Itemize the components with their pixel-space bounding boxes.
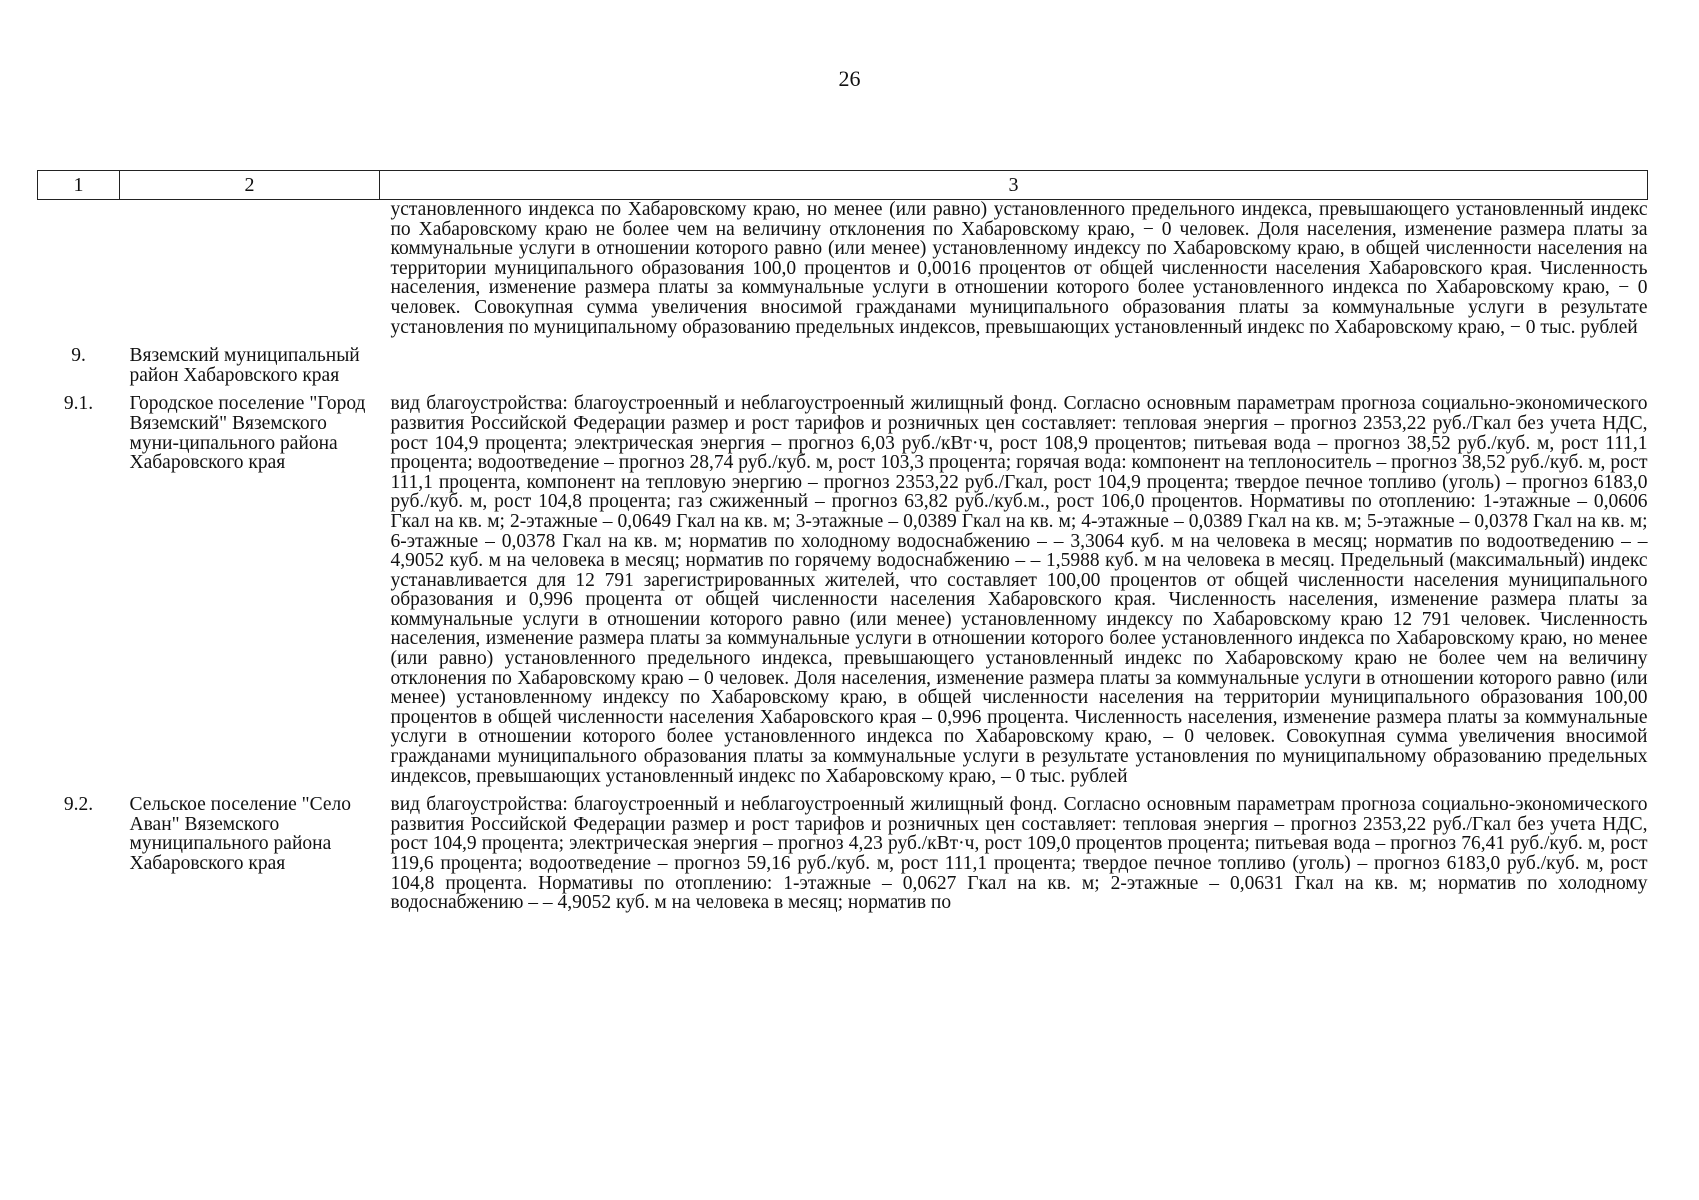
row-name: Городское поселение "Город Вяземский" Вяземского муни-ципального района Хабаровского края	[129, 393, 366, 474]
row-description: вид благоустройства: благоустроенный и неблагоустроенный жилищный фонд. Согласно основным параметрам прогноза социально-экономического развития Российской Федерации размер и рост тарифов и розничных цен составляет: тепловая энергия – прогноз 2353,22 руб./Гкал без учета НДС, рост 104,9 процента; электрическая энергия – прогноз 4,23 руб./кВт·ч, рост 109,0 процентов процента; питьевая вода – прогноз 76,41 руб./куб. м, рост 119,6 процента; водоотведение – прогноз 59,16 руб./куб. м, рост 111,1 процента; твердое печное топливо (уголь) – прогноз 6183,0 руб./куб. м, рост 104,8 процента. Нормативы по отоплению: 1-этажные – 0,0627 Гкал на кв. м; 2-этажные – 0,0631 Гкал на кв. м; норматив по холодному водоснабжению – – 4,9052 куб. м на человека в месяц; норматив по	[390, 794, 1648, 914]
page-number: 26	[838, 66, 861, 91]
row-number: 9.1.	[63, 393, 94, 415]
row-name	[120, 200, 380, 338]
table-row	[38, 385, 1648, 786]
row-name: Вяземский муниципальный район Хабаровского края	[129, 345, 360, 386]
column-header-2: 2	[120, 171, 380, 200]
column-header-3: 3	[380, 171, 1648, 200]
table-row	[38, 337, 1648, 385]
row-number: 9.	[71, 345, 86, 367]
column-header-1: 1	[38, 171, 120, 200]
row-number	[38, 200, 120, 338]
table-row	[38, 786, 1648, 913]
data-table	[37, 170, 1648, 913]
row-description	[380, 337, 1648, 385]
row-description: вид благоустройства: благоустроенный и неблагоустроенный жилищный фонд. Согласно основным параметрам прогноза социально-экономического развития Российской Федерации размер и рост тарифов и розничных цен составляет: тепловая энергия – прогноз 2353,22 руб./Гкал без учета НДС, рост 104,9 процента; электрическая энергия – прогноз 6,03 руб./кВт·ч, рост 108,9 процентов; питьевая вода – прогноз 38,52 руб./куб. м, рост 111,1 процента; водоотведение – прогноз 28,74 руб./куб. м, рост 103,3 процента; горячая вода: компонент на теплоноситель – прогноз 38,52 руб./куб. м, рост 111,1 процента, компонент на тепловую энергию – прогноз 2353,22 руб./Гкал, рост 104,9 процента; твердое печное топливо (уголь) – прогноз 6183,0 руб./куб. м, рост 104,8 процента; газ сжиженный – прогноз 63,82 руб./куб.м., рост 106,0 процентов. Нормативы по отоплению: 1-этажные – 0,0606 Гкал на кв. м; 2-этажные – 0,0649 Гкал на кв. м; 3-этажные – 0,0389 Гкал на кв. м; 4-этажные – 0,0389 Гкал на кв. м; 5-этажные – 0,0378 Гкал на кв. м; 6-этажные – 0,0378 Гкал на кв. м; норматив по холодному водоснабжению – – 3,3064 куб. м на человека в месяц; норматив по водоотведению – – 4,9052 куб. м на человека в месяц; норматив по горячему водоснабжению – – 1,5988 куб. м на человека в месяц. Предельный (максимальный) индекс устанавливается для 12 791 зарегистрированных жителей, что составляет 100,00 процентов от общей численности населения муниципального образования и 0,996 процента от общей численности населения Хабаровского края. Численность населения, изменение размера платы за коммунальные услуги в отношении которого равно (или менее) установленному индексу по Хабаровскому краю 12 791 человек. Численность населения, изменение размера платы за коммунальные услуги в отношении которого более установленного индекса по Хабаровскому краю, но менее (или равно) установленного предельного индекса, превышающего установленный индекс по Хабаровскому краю не более чем на величину отклонения по Хабаровскому краю – 0 человек. Доля населения, изменение размера платы за коммунальные услуги в отношении которого равно (или менее) установленному индексу по Хабаровскому краю, в общей численности населения на территории муниципального образования 100,00 процентов в общей численности населения Хабаровского края – 0,996 процента. Численность населения, изменение размера платы за коммунальные услуги в отношении которого более установленного индекса по Хабаровскому краю, – 0 человек. Совокупная сумма увеличения вносимой гражданами муниципального образования платы за коммунальные услуги в результате установления по муниципальному образованию предельных индексов, превышающих установленный индекс по Хабаровскому краю, – 0 тыс. рублей	[390, 393, 1648, 787]
row-name: Сельское поселение "Село Аван" Вяземского муниципального района Хабаровского края	[129, 794, 352, 874]
table-header-row	[38, 171, 1648, 200]
row-description: установленного индекса по Хабаровскому краю, но менее (или равно) установленного предельного индекса, превышающего установленный индекс по Хабаровскому краю не более чем на величину отклонения по Хабаровскому краю, − 0 человек. Доля населения, изменение размера платы за коммунальные услуги в отношении которого равно (или менее) установленному индексу по Хабаровскому краю, в общей численности населения на территории муниципального образования 100,0 процентов и 0,0016 процентов от общей численности населения Хабаровского края. Численность населения, изменение размера платы за коммунальные услуги в отношении которого более установленного индекса по Хабаровскому краю, − 0 человек. Совокупная сумма увеличения вносимой гражданами муниципального образования платы за коммунальные услуги в результате установления по муниципальному образованию предельных индексов, превышающих установленный индекс по Хабаровскому краю, − 0 тыс. рублей	[390, 199, 1648, 338]
row-number: 9.2.	[63, 794, 94, 816]
table-row	[38, 200, 1648, 338]
